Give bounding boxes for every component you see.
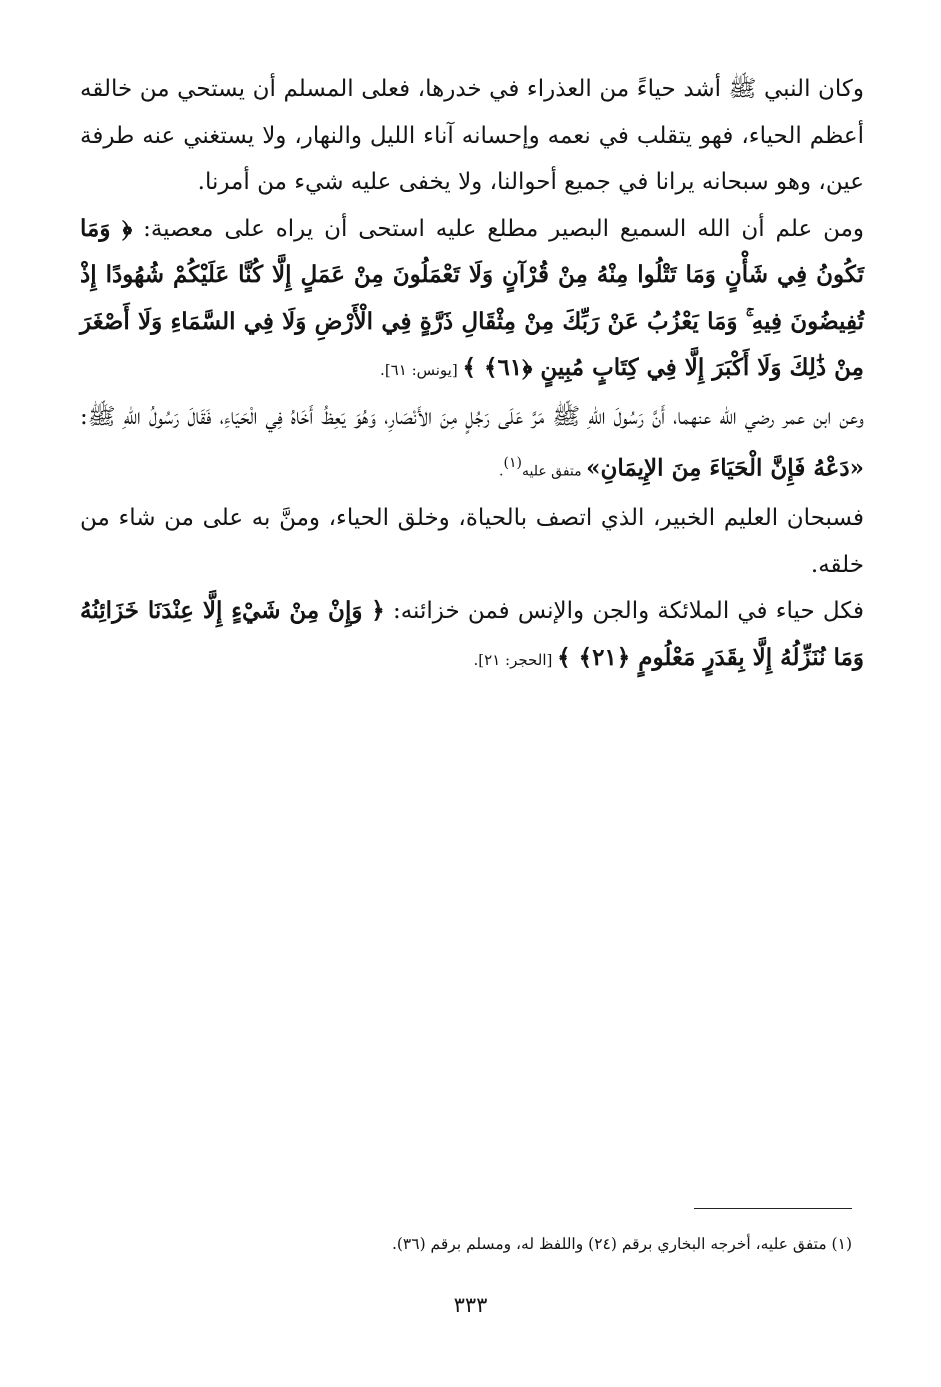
paragraph-yunus-verse	[80, 206, 864, 394]
hadith-text: «دَعْهُ فَإِنَّ الْحَيَاءَ مِنَ الإِيمَانِ»	[586, 454, 864, 482]
footnote-reference[interactable]: (١)	[503, 455, 522, 471]
verse-citation: [يونس: ٦١].	[380, 361, 463, 379]
paragraph-intro: ومن علم أن الله السميع البصير مطلع عليه استحى أن يراه على معصية:	[132, 215, 865, 242]
quran-verse: ﴿ وَمَا تَكُونُ فِي شَأْنٍ وَمَا تَتْلُوا مِنْهُ مِنْ قُرْآنٍ وَلَا تَعْمَلُونَ مِنْ عَمَلٍ إِلَّا كُنَّا عَلَيْكُمْ شُهُودًا إِذْ تُفِيضُونَ فِيهِ ۚ وَمَا يَعْزُبُ عَنْ رَبِّكَ مِنْ مِثْقَالِ ذَرَّةٍ فِي الْأَرْضِ وَلَا فِي السَّمَاءِ وَلَا أَصْغَرَ مِنْ ذَٰلِكَ وَلَا أَكْبَرَ إِلَّا فِي كِتَابٍ مُبِينٍ ﴿٦١﴾ ﴾	[80, 214, 864, 381]
hadith-source: متفق عليه	[521, 463, 587, 480]
page-number: ٣٣٣	[453, 1293, 488, 1317]
footnote: (١) متفق عليه، أخرجه البخاري برقم (٢٤) واللفظ له، ومسلم برقم (٣٦).	[391, 1235, 852, 1253]
paragraph-intro: فكل حياء في الملائكة والجن والإنس فمن خزائنه:	[384, 598, 864, 625]
paragraph-text: وكان النبي ﷺ أشد حياءً من العذراء في خدرها، فعلى المسلم أن يستحي من خالقه أعظم الحياء، فهو يتقلب في نعمه وإحسانه آناء الليل والنهار، ولا يستغني عنه طرفة عين، وهو سبحانه يرانا في جميع أحوالنا، ولا يخفى عليه شيء من أمرنا.	[80, 76, 864, 195]
paragraph-intro: وعن ابن عمر رضي الله عنهما، أَنَّ رَسُولَ اللهِ ﷺ مَرَّ عَلَى رَجُلٍ مِنَ الأَنْصَارِ، وَهُوَ يَعِظُ أَخَاهُ فِي الْحَيَاءِ، فَقَالَ رَسُولُ اللهِ ﷺ:	[80, 403, 864, 430]
quran-verse: ﴿ وَإِنْ مِنْ شَيْءٍ إِلَّا عِنْدَنَا خَزَائِنُهُ وَمَا نُنَزِّلُهُ إِلَّا بِقَدَرٍ مَعْلُومٍ ﴿٢١﴾ ﴾	[80, 597, 864, 671]
paragraph-text: فسبحان العليم الخبير، الذي اتصف بالحياة، وخلق الحياء، ومنَّ به على من شاء من خلقه.	[80, 505, 864, 578]
paragraph-hijr-verse	[80, 588, 864, 683]
footnote-divider	[694, 1208, 852, 1209]
hadith-end: .	[499, 463, 504, 480]
verse-citation: [الحجر: ٢١].	[473, 650, 558, 669]
paragraph-praise	[80, 495, 864, 588]
paragraph-hadith	[80, 394, 864, 496]
main-text	[80, 66, 864, 683]
paragraph-prophet-modesty	[80, 66, 864, 206]
